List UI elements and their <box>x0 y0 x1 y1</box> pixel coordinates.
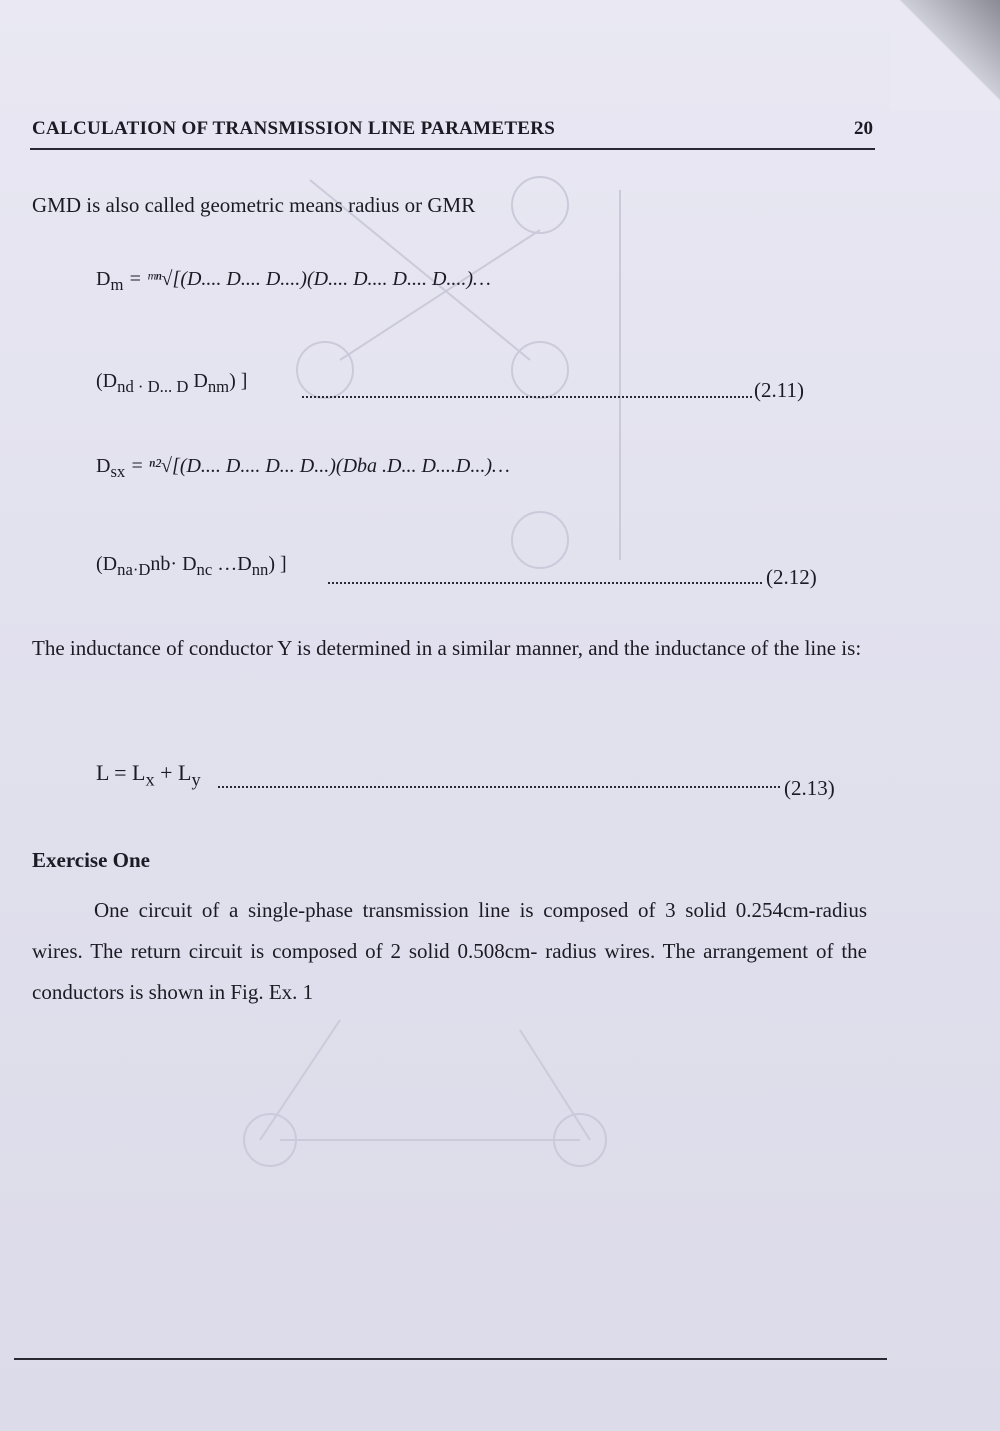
eq-2-11-lhs-sub: m <box>110 275 124 294</box>
eq-2-12-cont-end: …D <box>212 553 252 575</box>
eq-2-12-number: (2.12) <box>766 565 817 589</box>
eq-2-12-cont: (D <box>96 553 118 575</box>
equation-2-11-line-1 <box>96 268 491 295</box>
eq-2-12-cont-sub: na·D <box>117 560 151 579</box>
exercise-body: One circuit of a single-phase transmission line is composed of 3 solid 0.254cm-radius wires. The return circuit is composed of 2 solid 0.508cm- radius wires. The arrangement of the conductors is shown in Fig. Ex. 1 <box>32 898 867 1004</box>
eq-2-11-cont-tail-sub: nm <box>207 377 230 396</box>
eq-2-12-lhs-sub: sx <box>110 462 126 481</box>
eq-2-11-number: (2.11) <box>754 378 804 402</box>
equation-2-11-line-2 <box>96 370 247 397</box>
eq-2-12-body: = ⁿ²√[(D.... D.... D... D...)(Dba .D... D....D...)… <box>130 455 510 477</box>
footer-rule <box>14 1358 887 1360</box>
eq-2-11-body: = ᵐⁿ√[(D.... D.... D....)(D.... D.... D.... D....)… <box>128 268 491 290</box>
equation-2-13 <box>96 760 201 790</box>
eq-2-11-cont-tail: D <box>193 370 208 392</box>
eq-2-11-lhs: D <box>96 268 111 290</box>
paragraph-inductance: The inductance of conductor Y is determined in a similar manner, and the inductance of the line is: <box>32 636 862 660</box>
eq-2-13-plus: + L <box>154 760 192 785</box>
page-number: 20 <box>854 118 873 139</box>
eq-2-12-cont-tail-sub: nc <box>196 560 213 579</box>
eq-2-13-sub-y: y <box>191 769 201 790</box>
eq-2-13-lhs: L = L <box>96 760 146 785</box>
eq-2-13-number: (2.13) <box>784 776 835 800</box>
eq-2-12-lhs: D <box>96 455 111 477</box>
eq-2-12-tail-sub: nn <box>251 560 269 579</box>
equation-2-12-line-2 <box>96 553 287 580</box>
header-title: CALCULATION OF TRANSMISSION LINE PARAMETERS <box>32 118 556 139</box>
exercise-heading: Exercise One <box>32 848 151 872</box>
eq-2-12-tail-end: ) ] <box>268 553 287 575</box>
eq-2-13-sub-x: x <box>145 769 155 790</box>
eq-2-11-leader-dots <box>302 396 752 398</box>
eq-2-11-cont-sub: nd · D... D <box>117 377 189 396</box>
eq-2-12-cont-tail: nb· D <box>150 553 197 575</box>
eq-2-11-cont-end: ) ] <box>229 370 248 392</box>
eq-2-12-leader-dots <box>328 582 762 584</box>
equation-2-12-line-1 <box>96 455 510 482</box>
eq-2-13-leader-dots <box>218 786 780 788</box>
eq-2-11-cont: (D <box>96 370 118 392</box>
running-header <box>30 114 875 150</box>
intro-sentence: GMD is also called geometric means radius or GMR <box>32 193 476 217</box>
